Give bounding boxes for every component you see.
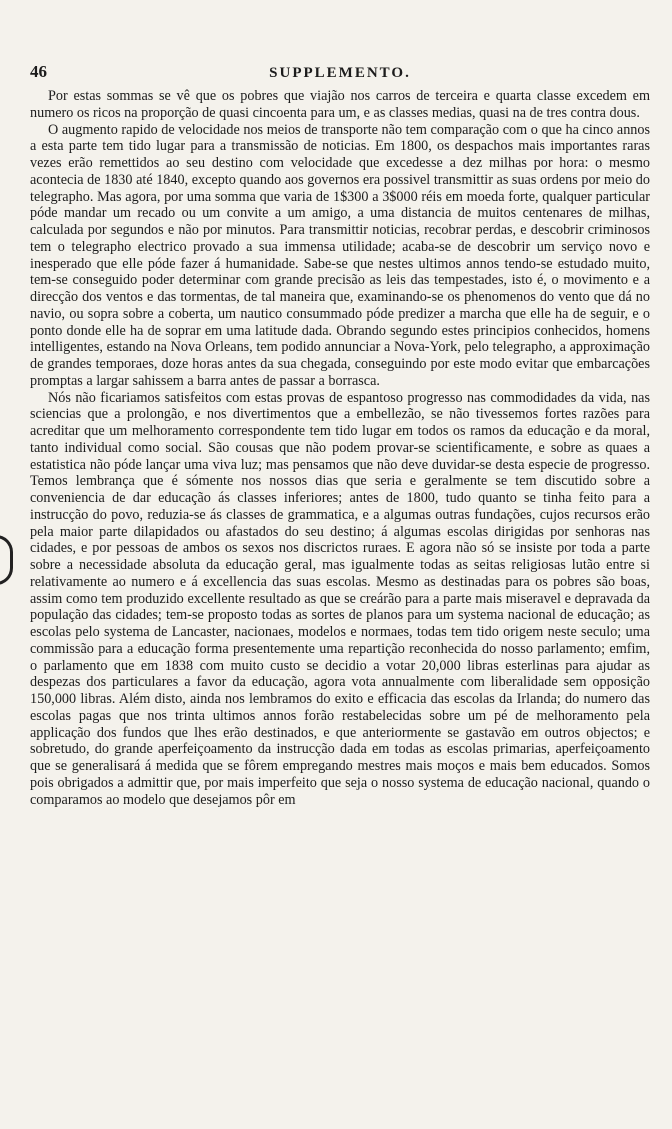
page-number: 46 [30, 62, 47, 81]
paragraph-3: Nós não ficariamos satisfeitos com estas provas de espantoso progresso nas commodidades da vida, nas sciencias que a prolongão, e nos divertimentos que a embellezão, se não tivessemos fortes razões para acreditar que um melhoramento correspondente tem tido lugar em todos os ramos da educação e da moral, tanto individual como social. São cousas que não podem provar-se scientificamente, e sobre as quaes a estatistica não póde lançar uma viva luz; mas pensamos que não deve duvidar-se desta especie de progresso. Temos lembrança que é sómente nos nossos dias que seria e geralmente se tem discutido sobre a conveniencia de dar educação ás classes inferiores; antes de 1800, tudo quanto se tinha feito para a instrucção do povo, reduzia-se ás classes de grammatica, e a algumas outras fundações, cujos recursos erão pela maior parte dilapidados ou afastados do seu destino; á algumas escolas dirigidas por senhoras nas cidades, e por pessoas de ambos os sexos nos discrictos ruraes. E agora não só se insiste por toda a parte sobre a necessidade absoluta da educação geral, mas igualmente todas as seitas religiosas lutão entre si relativamente ao numero e á excellencia das suas escolas. Mesmo as destinadas para os pobres são boas, assim como tem produzido excellente resultado as que se creárão para a parte mais miseravel e depravada da população das cidades; tem-se proposto todas as sortes de planos para um systema nacional de educação; as escolas pelo systema de Lancaster, nacionaes, modelos e normaes, todas tem tido origem neste seculo; uma commissão para a educação forma presentemente uma repartição reconhecida do nosso parlamento; emfim, o parlamento que em 1838 com muito custo se decidio a votar 20,000 libras esterlinas para ajudar as despezas dos particulares a favor da educação, agora vota annualmente com liberalidade sem opposição 150,000 libras. Além disto, ainda nos lembramos do exito e efficacia das escolas da Irlanda; do numero das escolas pagas que nos trinta ultimos annos forão restabelecidas sobre um pé de melhoramento pela applicação dos fundos que lhes erão destinados, e que anteriormente se gastavão em outros objectos; e sobretudo, do grande aperfeiçoamento da instrucção dada em todas as escolas primarias, aperfeiçoamento que se generalisará á medida que se fôrem empregando mestres mais moços e mais bem educados. Somos pois obrigados a admittir que, por mais imperfeito que seja o nosso systema de educação nacional, quando o comparamos ao modelo que desejamos pôr em [30, 389, 650, 808]
running-title: SUPPLEMENTO. [269, 65, 411, 81]
binding-hole-mark [0, 535, 13, 585]
page-header [30, 62, 650, 84]
paragraph-2: O augmento rapido de velocidade nos meios de transporte não tem comparação com o que ha cinco annos a esta parte tem tido lugar para a transmissão de noticias. Em 1800, os despachos mais importantes raras vezes erão remettidos ao seu destino com velocidade que excedesse a dez milhas por hora: o mesmo acontecia de 1830 até 1840, excepto quando aos governos era possivel transmittir as suas ordens por meio do telegrapho. Mas agora, por uma somma que varia de 1$300 a 3$000 réis em moeda forte, qualquer particular póde mandar um recado ou um convite a um amigo, a uma distancia de muitos centenares de milhas, calculada por segundos e não por minutos. Para transmittir noticias, recobrar perdas, e descobrir criminosos tem o telegrapho electrico provado a sua immensa utilidade; acaba-se de descobrir um serviço novo e inesperado que elle póde fazer á humanidade. Sabe-se que nestes ultimos annos tendo-se estudado muito, tem-se conseguido poder determinar com grande precisão as leis das tempestades, isto é, o movimento e a direcção dos ventos e das tormentas, de tal maneira que, examinando-se os phenomenos do vento que dá no navio, ou sopra sobre a coberta, um nautico consummado póde predizer a marcha que elle ha de seguir, e o ponto donde elle ha de soprar em uma latitude dada. Obrando segundo estes principios conhecidos, homens intelligentes, estando na Nova Orleans, tem podido annunciar a Nova-York, pelo telegrapho, a approximação de grandes temporaes, doze horas antes da sua chegada, conseguindo por este modo evitar que embarcações promptas a largar sahissem a barra antes de passar a borrasca. [30, 121, 650, 389]
paragraph-1: Por estas sommas se vê que os pobres que viajão nos carros de terceira e quarta classe excedem em numero os ricos na proporção de quasi cincoenta para um, e as classes medias, quasi na de tres contra dous. [30, 88, 650, 121]
document-page [30, 62, 650, 808]
body-text [30, 88, 650, 808]
